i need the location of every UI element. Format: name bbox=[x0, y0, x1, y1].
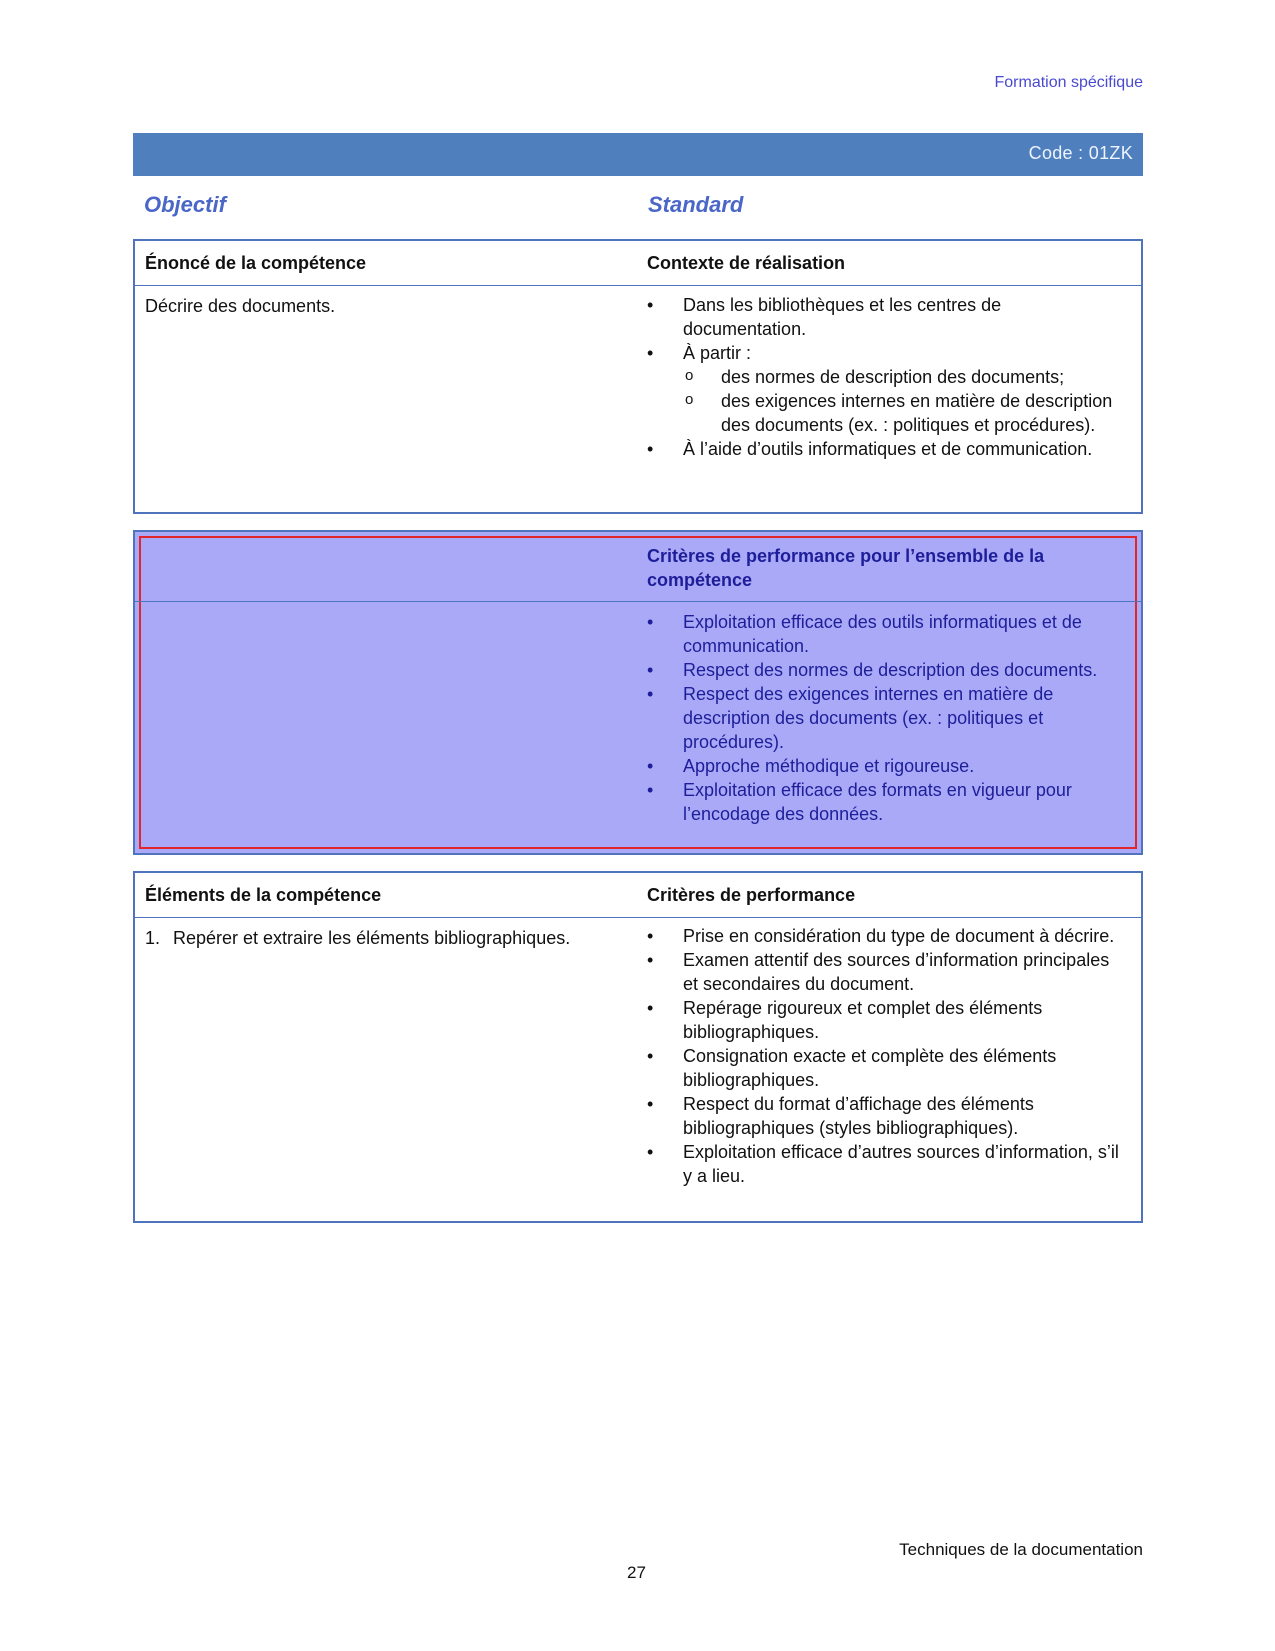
element-text: Repérer et extraire les éléments bibliographiques. bbox=[173, 928, 571, 948]
list-item: • Respect des exigences internes en matière de description des documents (ex. : politiques et procédures). bbox=[647, 682, 1127, 754]
performance-criteria-header: Critères de performance bbox=[647, 885, 856, 905]
elements-criteria-table bbox=[133, 871, 1143, 1223]
code-bar bbox=[133, 133, 1143, 176]
heading-objectif: Objectif bbox=[144, 192, 226, 217]
competency-code: Code : 01ZK bbox=[1028, 143, 1133, 163]
performance-criteria-list bbox=[647, 924, 1127, 1188]
context-list bbox=[647, 293, 1127, 461]
overall-criteria-table bbox=[133, 530, 1143, 855]
table-header-row bbox=[135, 873, 1141, 918]
competence-context-table bbox=[133, 239, 1143, 514]
element-number: 1. bbox=[145, 928, 161, 948]
list-item: • À l’aide d’outils informatiques et de communication. bbox=[647, 437, 1127, 461]
program-type-header: Formation spécifique bbox=[994, 74, 1143, 91]
list-item: • Exploitation efficace des formats en vigueur pour l’encodage des données. bbox=[647, 778, 1127, 826]
list-item: • Dans les bibliothèques et les centres de documentation. bbox=[647, 293, 1127, 341]
sublist-item: o des exigences internes en matière de description des documents (ex. : politiques et procédures). bbox=[683, 389, 1127, 437]
list-item: • Exploitation efficace des outils informatiques et de communication. bbox=[647, 610, 1127, 658]
list-item: • À partir : o des normes de description des documents; o des exigences internes en matière de description des documents (ex. : politiques et procédures). bbox=[647, 341, 1127, 437]
competence-statement: Décrire des documents. bbox=[145, 296, 336, 316]
list-item: • Respect du format d’affichage des éléments bibliographiques (styles bibliographiques). bbox=[647, 1092, 1127, 1140]
list-item: • Approche méthodique et rigoureuse. bbox=[647, 754, 1127, 778]
list-item bbox=[145, 926, 625, 950]
footer-program-name: Techniques de la documentation bbox=[899, 1540, 1143, 1559]
page-number: 27 bbox=[627, 1563, 646, 1582]
list-item: • Repérage rigoureux et complet des éléments bibliographiques. bbox=[647, 996, 1127, 1044]
list-item: • Exploitation efficace d’autres sources d’information, s’il y a lieu. bbox=[647, 1140, 1127, 1188]
context-header: Contexte de réalisation bbox=[647, 253, 846, 273]
context-sublist bbox=[647, 365, 1127, 437]
table-header-row bbox=[135, 532, 1141, 602]
list-item: • Respect des normes de description des documents. bbox=[647, 658, 1127, 682]
list-item: • Examen attentif des sources d’information principales et secondaires du document. bbox=[647, 948, 1127, 996]
heading-standard: Standard bbox=[648, 192, 744, 217]
sublist-item: o des normes de description des documents; bbox=[683, 365, 1127, 389]
competence-statement-header: Énoncé de la compétence bbox=[145, 253, 367, 273]
table-header-row bbox=[135, 241, 1141, 286]
list-item: • Consignation exacte et complète des éléments bibliographiques. bbox=[647, 1044, 1127, 1092]
list-item: • Prise en considération du type de document à décrire. bbox=[647, 924, 1127, 948]
overall-criteria-list bbox=[647, 610, 1127, 826]
elements-header: Éléments de la compétence bbox=[145, 885, 382, 905]
elements-list bbox=[145, 926, 625, 950]
overall-criteria-header: Critères de performance pour l’ensemble de la compétence bbox=[647, 546, 1045, 590]
